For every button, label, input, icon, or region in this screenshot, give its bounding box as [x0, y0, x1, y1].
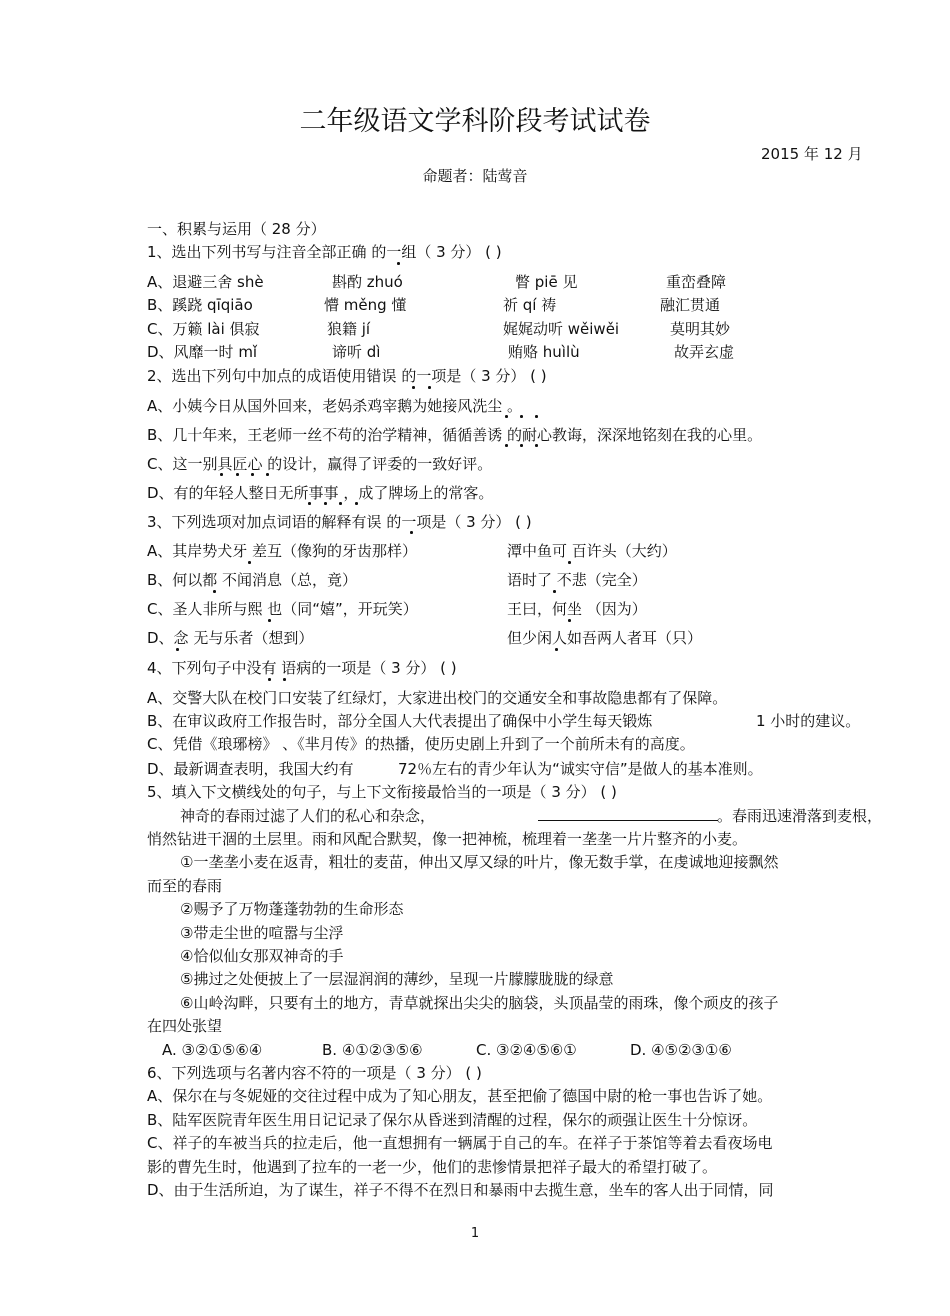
q4-option-d-1: D、最新调查表明，我国大约有: [147, 760, 354, 778]
q4-option-d-2: 72％左右的青少年认为“诚实守信”是做人的基本准则。: [398, 760, 763, 778]
q5-sentence-5: ⑤拂过之处便披上了一层湿润润的薄纱，呈现一片朦朦胧胧的绿意: [180, 970, 614, 988]
emphasis-dot: [324, 502, 327, 505]
question-5-stem: 5、填入下文横线处的句子，与上下文衔接最恰当的一项是（ 3 分） ( ): [147, 783, 617, 801]
q5-option-d: D. ④⑤②③①⑥: [630, 1041, 732, 1059]
q1-option-a-1: A、退避三舍 shè: [147, 273, 264, 291]
q1-option-b-4: 融汇贯通: [660, 296, 721, 314]
emphasis-dot: [308, 502, 311, 505]
q5-passage-1a: 神奇的春雨过滤了人们的私心和杂念，: [180, 807, 436, 825]
q3-option-a-1: A、其岸势犬牙 差互（像狗的牙齿那样）: [147, 542, 418, 560]
question-4-stem: 4、下列句子中没有 语病的一项是（ 3 分） ( ): [147, 659, 457, 677]
q1-option-d-2: 谛听 dì: [332, 343, 381, 361]
emphasis-dot: [339, 502, 342, 505]
q3-option-a-2: 潭中鱼可 百许头（大约）: [507, 542, 677, 560]
q5-sentence-2: ②赐予了万物蓬蓬勃勃的生命形态: [180, 900, 404, 918]
q2-option-b: B、几十年来，王老师一丝不苟的治学精神，循循善诱 的耐心教诲，深深地铭刻在我的心里。: [147, 426, 763, 444]
q1-option-c-4: 莫明其妙: [670, 320, 731, 338]
question-3-stem: 3、下列选项对加点词语的解释有误 的一项是（ 3 分） ( ): [147, 513, 532, 531]
q4-option-b-1: B、在审议政府工作报告时，部分全国人大代表提出了确保中小学生每天锻炼: [147, 712, 653, 730]
emphasis-dot: [268, 619, 271, 622]
q6-option-c-1: C、祥子的车被当兵的拉走后，他一直想拥有一辆属于自己的车。在祥子于茶馆等着去看夜场电: [147, 1134, 773, 1152]
q6-option-d: D、由于生活所迫，为了谋生，祥子不得不在烈日和暴雨中去揽生意，坐车的客人出于同情，同: [147, 1181, 774, 1199]
emphasis-dot: [397, 262, 400, 265]
q1-option-d-1: D、风靡一时 mǐ: [147, 343, 258, 361]
q3-option-c-2: 王曰，何坐 （因为）: [507, 600, 647, 618]
emphasis-dot: [555, 648, 558, 651]
q2-option-d: D、有的年轻人整日无所事事 ，成了牌场上的常客。: [147, 484, 494, 502]
emphasis-dot: [355, 502, 358, 505]
q1-option-c-2: 狼籍 jí: [327, 320, 371, 338]
question-2-stem: 2、选出下列句中加点的成语使用错误 的一项是（ 3 分） ( ): [147, 367, 547, 385]
emphasis-dot: [505, 444, 508, 447]
q1-option-a-4: 重峦叠障: [666, 273, 727, 291]
q6-option-a: A、保尔在与冬妮娅的交往过程中成为了知心朋友，甚至把偷了德国中尉的枪一事也告诉了她。: [147, 1087, 773, 1105]
emphasis-dot: [568, 619, 571, 622]
q6-option-b: B、陆军医院青年医生用日记记录了保尔从昏迷到清醒的过程，保尔的顽强让医生十分惊讶。: [147, 1111, 758, 1129]
emphasis-dot: [283, 678, 286, 681]
emphasis-dot: [520, 415, 523, 418]
exam-date: 2015 年 12 月: [761, 145, 863, 163]
emphasis-dot: [251, 473, 254, 476]
q5-sentence-4: ④恰似仙女那双神奇的手: [180, 947, 344, 965]
q5-sentence-6b: 在四处张望: [147, 1017, 223, 1035]
q3-option-d-2: 但少闲人如吾两人者耳（只）: [507, 629, 703, 647]
page-number: 1: [470, 1226, 480, 1241]
emphasis-dot: [505, 415, 508, 418]
author-line: 命题者：陆莺音: [422, 167, 528, 185]
q1-option-b-1: B、蹊跷 qīqiāo: [147, 296, 253, 314]
emphasis-dot: [553, 590, 556, 593]
emphasis-dot: [266, 473, 269, 476]
q1-option-a-3: 瞥 piē 见: [515, 273, 578, 291]
q5-sentence-3: ③带走尘世的喧嚣与尘浮: [180, 924, 344, 942]
emphasis-dot: [428, 386, 431, 389]
q1-option-c-1: C、万籁 lài 俱寂: [147, 320, 260, 338]
q5-blank: [538, 806, 718, 826]
q1-option-b-3: 祈 qí 祷: [503, 296, 557, 314]
page-title: 二年级语文学科阶段考试试卷: [299, 106, 651, 137]
emphasis-dot: [410, 531, 413, 534]
emphasis-dot: [220, 473, 223, 476]
emphasis-dot: [520, 444, 523, 447]
q1-option-b-2: 懵 měng 懂: [324, 296, 407, 314]
q5-sentence-1b: 而至的春雨: [147, 877, 223, 895]
question-1-stem: 1、选出下列书写与注音全部正确 的一组（ 3 分） ( ): [147, 243, 502, 261]
q1-option-c-3: 娓娓动听 wěiwěi: [503, 320, 620, 338]
q5-option-b: B. ④①②③⑤⑥: [322, 1041, 423, 1059]
emphasis-dot: [248, 561, 251, 564]
emphasis-dot: [535, 444, 538, 447]
emphasis-dot: [236, 473, 239, 476]
q5-sentence-6a: ⑥山岭沟畔，只要有土的地方，青草就探出尖尖的脑袋，头顶晶莹的雨珠，像个顽皮的孩子: [180, 994, 779, 1012]
q5-passage-1c: 悄然钻进干涸的土层里。雨和风配合默契，像一把神梳，梳理着一垄垄一片片整齐的小麦。: [147, 830, 748, 848]
q5-sentence-1a: ①一垄垄小麦在返青，粗壮的麦苗，伸出又厚又绿的叶片，像无数手掌，在虔诚地迎接飘然: [180, 853, 779, 871]
q3-option-c-1: C、圣人非所与熙 也（同“嬉”，开玩笑）: [147, 600, 418, 618]
q2-option-a: A、小姨今日从国外回来，老妈杀鸡宰鹅为她接风洗尘 。: [147, 397, 523, 415]
emphasis-dot: [535, 415, 538, 418]
q2-option-c: C、这一别具匠心 的设计，赢得了评委的一致好评。: [147, 455, 493, 473]
q1-option-a-2: 斟酌 zhuó: [332, 273, 403, 291]
q4-option-c: C、凭借《琅琊榜》 、《芈月传》的热播，使历史剧上升到了一个前所未有的高度。: [147, 735, 695, 753]
q5-passage-1b: 。春雨迅速滑落到麦根，: [717, 807, 883, 825]
q4-option-b-2: 1 小时的建议。: [756, 712, 861, 730]
q1-option-d-3: 贿赂 huìlù: [508, 343, 580, 361]
emphasis-dot: [268, 678, 271, 681]
q5-option-a: A. ③②①⑤⑥④: [162, 1041, 263, 1059]
emphasis-dot: [213, 590, 216, 593]
q3-option-b-1: B、何以都 不闻消息（总，竟）: [147, 571, 358, 589]
q3-option-d-1: D、念 无与乐者（想到）: [147, 629, 314, 647]
section-heading: 一、积累与运用（ 28 分）: [147, 220, 326, 238]
q5-option-c: C. ③②④⑤⑥①: [476, 1041, 577, 1059]
q6-option-c-2: 影的曹先生时，他遇到了拉车的一老一少，他们的悲惨情景把祥子最大的希望打破了。: [147, 1158, 718, 1176]
q4-option-a: A、交警大队在校门口安装了红绿灯，大家进出校门的交通安全和事故隐患都有了保障。: [147, 689, 728, 707]
q3-option-b-2: 语时了 不悲（完全）: [507, 571, 647, 589]
emphasis-dot: [412, 386, 415, 389]
emphasis-dot: [176, 648, 179, 651]
q1-option-d-4: 故弄玄虚: [674, 343, 735, 361]
emphasis-dot: [568, 561, 571, 564]
question-6-stem: 6、下列选项与名著内容不符的一项是（ 3 分） ( ): [147, 1064, 482, 1082]
